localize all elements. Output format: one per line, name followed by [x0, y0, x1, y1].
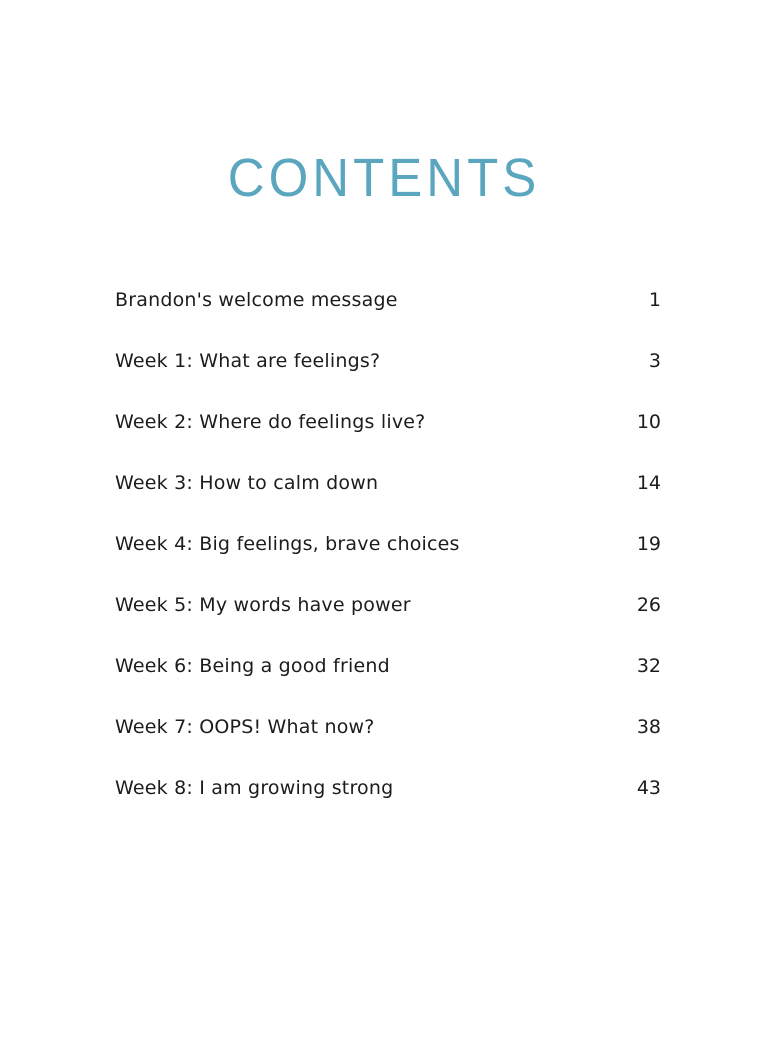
toc-row — [115, 758, 661, 819]
toc-row — [115, 270, 661, 331]
toc-entry-title: Week 7: OOPS! What now? — [115, 716, 375, 738]
toc-entry-page: 26 — [636, 594, 661, 616]
toc-entry-title: Brandon's welcome message — [115, 289, 398, 311]
toc-entry-page: 1 — [648, 289, 661, 311]
toc-row — [115, 331, 661, 392]
toc-entry-page: 14 — [636, 472, 661, 494]
toc-row — [115, 636, 661, 697]
toc-row — [115, 575, 661, 636]
toc-entry-page: 38 — [636, 716, 661, 738]
toc-entry-page: 3 — [648, 350, 661, 372]
toc-entry-title: Week 8: I am growing strong — [115, 777, 394, 799]
toc-entry-title: Week 4: Big feelings, brave choices — [115, 533, 460, 555]
page-title: CONTENTS — [227, 147, 541, 208]
toc-entry-title: Week 3: How to calm down — [115, 472, 379, 494]
toc-row — [115, 514, 661, 575]
toc-entry-title: Week 2: Where do feelings live? — [115, 411, 426, 433]
toc-row — [115, 697, 661, 758]
toc-entry-page: 19 — [636, 533, 661, 555]
toc-entry-title: Week 5: My words have power — [115, 594, 411, 616]
table-of-contents — [115, 270, 661, 819]
toc-row — [115, 453, 661, 514]
toc-entry-page: 10 — [636, 411, 661, 433]
toc-entry-page: 32 — [636, 655, 661, 677]
toc-entry-title: Week 1: What are feelings? — [115, 350, 381, 372]
toc-row — [115, 392, 661, 453]
toc-entry-title: Week 6: Being a good friend — [115, 655, 390, 677]
toc-entry-page: 43 — [636, 777, 661, 799]
